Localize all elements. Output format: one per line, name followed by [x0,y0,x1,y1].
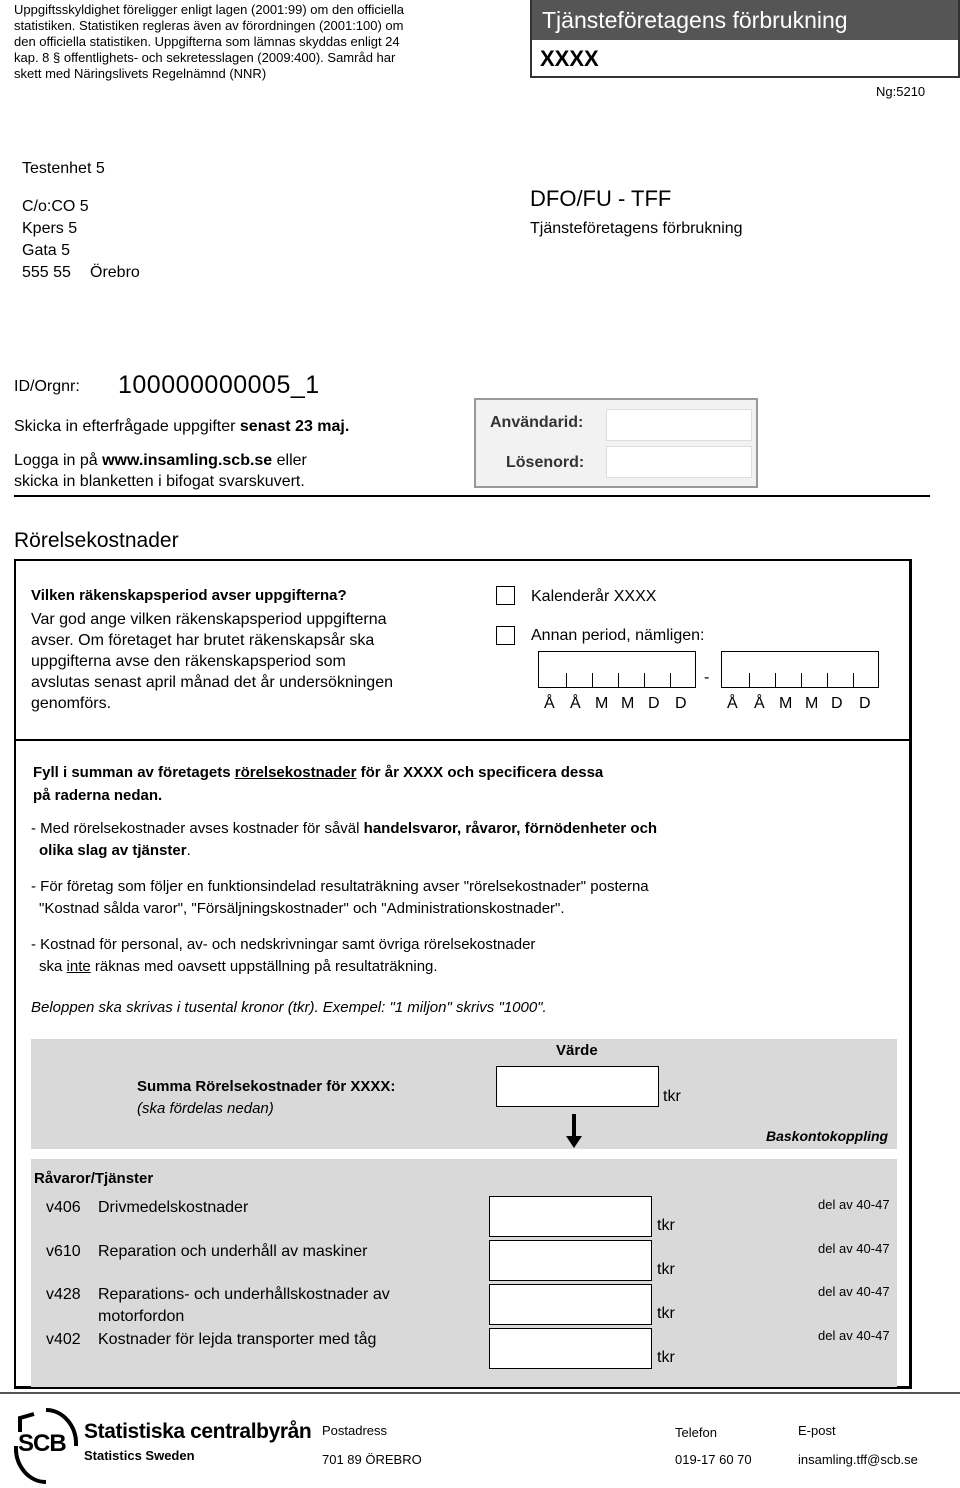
guide-text: - Med rörelsekostnader avses kostnader för såväl [31,820,364,837]
form-ng-code: Ng:5210 [876,84,926,99]
user-id-field[interactable] [606,409,752,441]
guide-lead-line2: på raderna nedan. [33,787,163,804]
date-format-letter: Å [544,695,555,712]
guide-text: räknas med oavsett uppställning på resultaträkning. [90,958,438,975]
email-label: E-post [798,1423,836,1438]
row-value-field-v402[interactable] [489,1328,652,1369]
password-label: Lösenord: [506,454,585,471]
survey-code: DFO/FU - TFF [530,186,672,211]
survey-name: Tjänsteföretagens förbrukning [530,220,743,237]
guide-point-3-line2 [39,957,438,976]
confidentiality-line: statistiken. Statistiken regleras även av förordningen (2001:100) om [14,18,404,33]
row-value-field-v610[interactable] [489,1240,652,1281]
row-link-v610: del av 40-47 [818,1241,890,1256]
login-box [474,398,758,488]
row-code-v402: v402 [46,1331,81,1348]
period-question: Vilken räkenskapsperiod avser uppgifterna? [31,587,347,604]
date-format-letter: M [621,695,635,712]
period-text [31,609,451,714]
form-year-placeholder: XXXX [540,46,599,71]
date-format-letter: M [779,695,793,712]
row-label-v402: Kostnader för lejda transporter med tåg [98,1331,377,1348]
confidentiality-line: Uppgiftsskyldighet föreligger enligt lagen (2001:99) om den officiella [14,2,404,17]
frame-divider [14,739,912,741]
row-unit: tkr [657,1217,675,1234]
row-unit: tkr [657,1349,675,1366]
group-header: Råvaror/Tjänster [34,1170,154,1187]
send-instruction-text: Skicka in efterfrågade uppgifter [14,418,240,435]
row-label-v610: Reparation och underhåll av maskiner [98,1243,368,1260]
date-format-letter: D [675,695,687,712]
login-instruction [14,450,307,471]
period-text-line: avser. Om företaget har brutet räkenskapsår ska [31,632,375,649]
row-label-v428: Reparations- och underhållskostnader av [98,1286,390,1303]
period-start-date-field[interactable] [538,651,696,688]
scb-logo-mark: SCB [18,1430,66,1457]
confidentiality-notice [14,2,434,82]
date-format-letter: Å [727,695,738,712]
scb-logo [14,1408,312,1484]
period-text-line: Var god ange vilken räkenskapsperiod uppgifterna [31,611,387,628]
phone-value: 019-17 60 70 [675,1452,752,1467]
guide-lead-text: för år XXXX och specificera dessa [356,764,604,781]
guide-lead [33,763,603,782]
period-text-line: genomförs. [31,695,112,712]
address-postcode: 555 55 [22,264,71,281]
phone-label: Telefon [675,1425,717,1440]
scb-logo-name: Statistiska centralbyrån [84,1420,312,1443]
guide-text: . [186,842,191,859]
id-value: 100000000005_1 [118,371,320,399]
password-field[interactable] [606,446,752,478]
baskonto-header: Baskontokoppling [766,1128,889,1144]
row-link-v402: del av 40-47 [818,1328,890,1343]
form-title: Tjänsteföretagens förbrukning [532,0,958,40]
guide-lead-text: Fyll i summan av företagets [33,764,235,781]
row-unit: tkr [657,1305,675,1322]
guide-text-underlined: inte [66,958,91,975]
address-co: C/o:CO 5 [22,198,89,215]
date-format-letter: Å [754,695,765,712]
confidentiality-line: skett med Näringslivets Regelnämnd (NNR) [14,66,267,81]
date-format-letter: D [648,695,660,712]
guide-lead-underlined: rörelsekostnader [234,764,357,781]
rows-panel [31,1159,897,1387]
row-label-v428-line2: motorfordon [98,1308,185,1325]
value-header: Värde [556,1042,598,1059]
guide-point-2-line2: "Kostnad sålda varor", "Försäljningskostnader" och "Administrationskostnader". [39,900,565,917]
date-format-letter: M [595,695,609,712]
guide-text: ska [39,958,67,975]
header-divider [14,495,930,497]
guide-point-1 [31,819,657,838]
calendar-year-label: Kalenderår XXXX [531,588,657,605]
calendar-year-checkbox[interactable] [496,586,515,605]
id-label: ID/Orgnr: [14,378,80,395]
footer-divider [0,1392,960,1394]
period-text-line: avslutas senast april månad det år undersökningen [31,674,393,691]
address-city: Örebro [90,264,140,281]
scb-logo-subtitle: Statistics Sweden [84,1448,195,1463]
sum-note: (ska fördelas nedan) [137,1100,274,1117]
login-instruction-text: Logga in på [14,452,103,469]
row-link-v406: del av 40-47 [818,1197,890,1212]
login-instruction-suffix: eller [272,452,307,469]
form-header [530,0,960,78]
row-unit: tkr [657,1261,675,1278]
address-street: Gata 5 [22,242,71,259]
guide-text-bold: handelsvaror, råvaror, förnödenheter och [363,820,658,837]
section-title: Rörelsekostnader [14,529,179,552]
row-value-field-v406[interactable] [489,1196,652,1237]
other-period-label: Annan period, nämligen: [531,627,705,644]
date-format-letter: M [805,695,819,712]
mail-instruction: skicka in blanketten i bifogat svarskuvert. [14,473,305,490]
period-end-date-field[interactable] [721,651,879,688]
amounts-note: Beloppen ska skrivas i tusental kronor (tkr). Exempel: "1 miljon" skrivs "1000". [31,999,547,1016]
row-value-field-v428[interactable] [489,1284,652,1325]
row-code-v428: v428 [46,1286,81,1303]
address-kpers: Kpers 5 [22,220,78,237]
period-text-line: uppgifterna avse den räkenskapsperiod som [31,653,346,670]
guide-text-bold: olika slag av tjänster [39,842,187,859]
guide-point-2: - För företag som följer en funktionsindelad resultaträkning avser "rörelsekostnader" posterna [31,878,649,895]
postal-label: Postadress [322,1423,388,1438]
row-code-v610: v610 [46,1243,81,1260]
row-link-v428: del av 40-47 [818,1284,890,1299]
row-code-v406: v406 [46,1199,81,1216]
date-format-letter: Å [570,695,581,712]
user-id-label: Användarid: [490,414,584,431]
email-link[interactable]: insamling.tff@scb.se [798,1452,918,1467]
arrow-down-icon [565,1114,583,1150]
row-label-v406: Drivmedelskostnader [98,1199,249,1216]
address-unit: Testenhet 5 [22,160,105,177]
sum-label: Summa Rörelsekostnader för XXXX: [137,1078,396,1095]
send-deadline: senast 23 maj. [239,418,350,435]
other-period-checkbox[interactable] [496,626,515,645]
sum-unit: tkr [663,1088,681,1105]
date-separator: - [704,669,710,686]
send-instruction [14,416,349,437]
confidentiality-line: den officiella statistiken. Uppgifterna som lämnas skyddas enligt 24 [14,34,400,49]
guide-point-3: - Kostnad för personal, av- och nedskrivningar samt övriga rörelsekostnader [31,936,536,953]
sum-value-field[interactable] [496,1066,659,1107]
date-format-letter: D [831,695,843,712]
confidentiality-line: kap. 8 § offentlighets- och sekretesslagen (2009:400). Samråd har [14,50,396,65]
date-format-letter: D [859,695,871,712]
login-url-link[interactable]: www.insamling.scb.se [102,452,273,469]
guide-point-1-line2 [39,841,191,860]
postal-value: 701 89 ÖREBRO [322,1452,422,1467]
